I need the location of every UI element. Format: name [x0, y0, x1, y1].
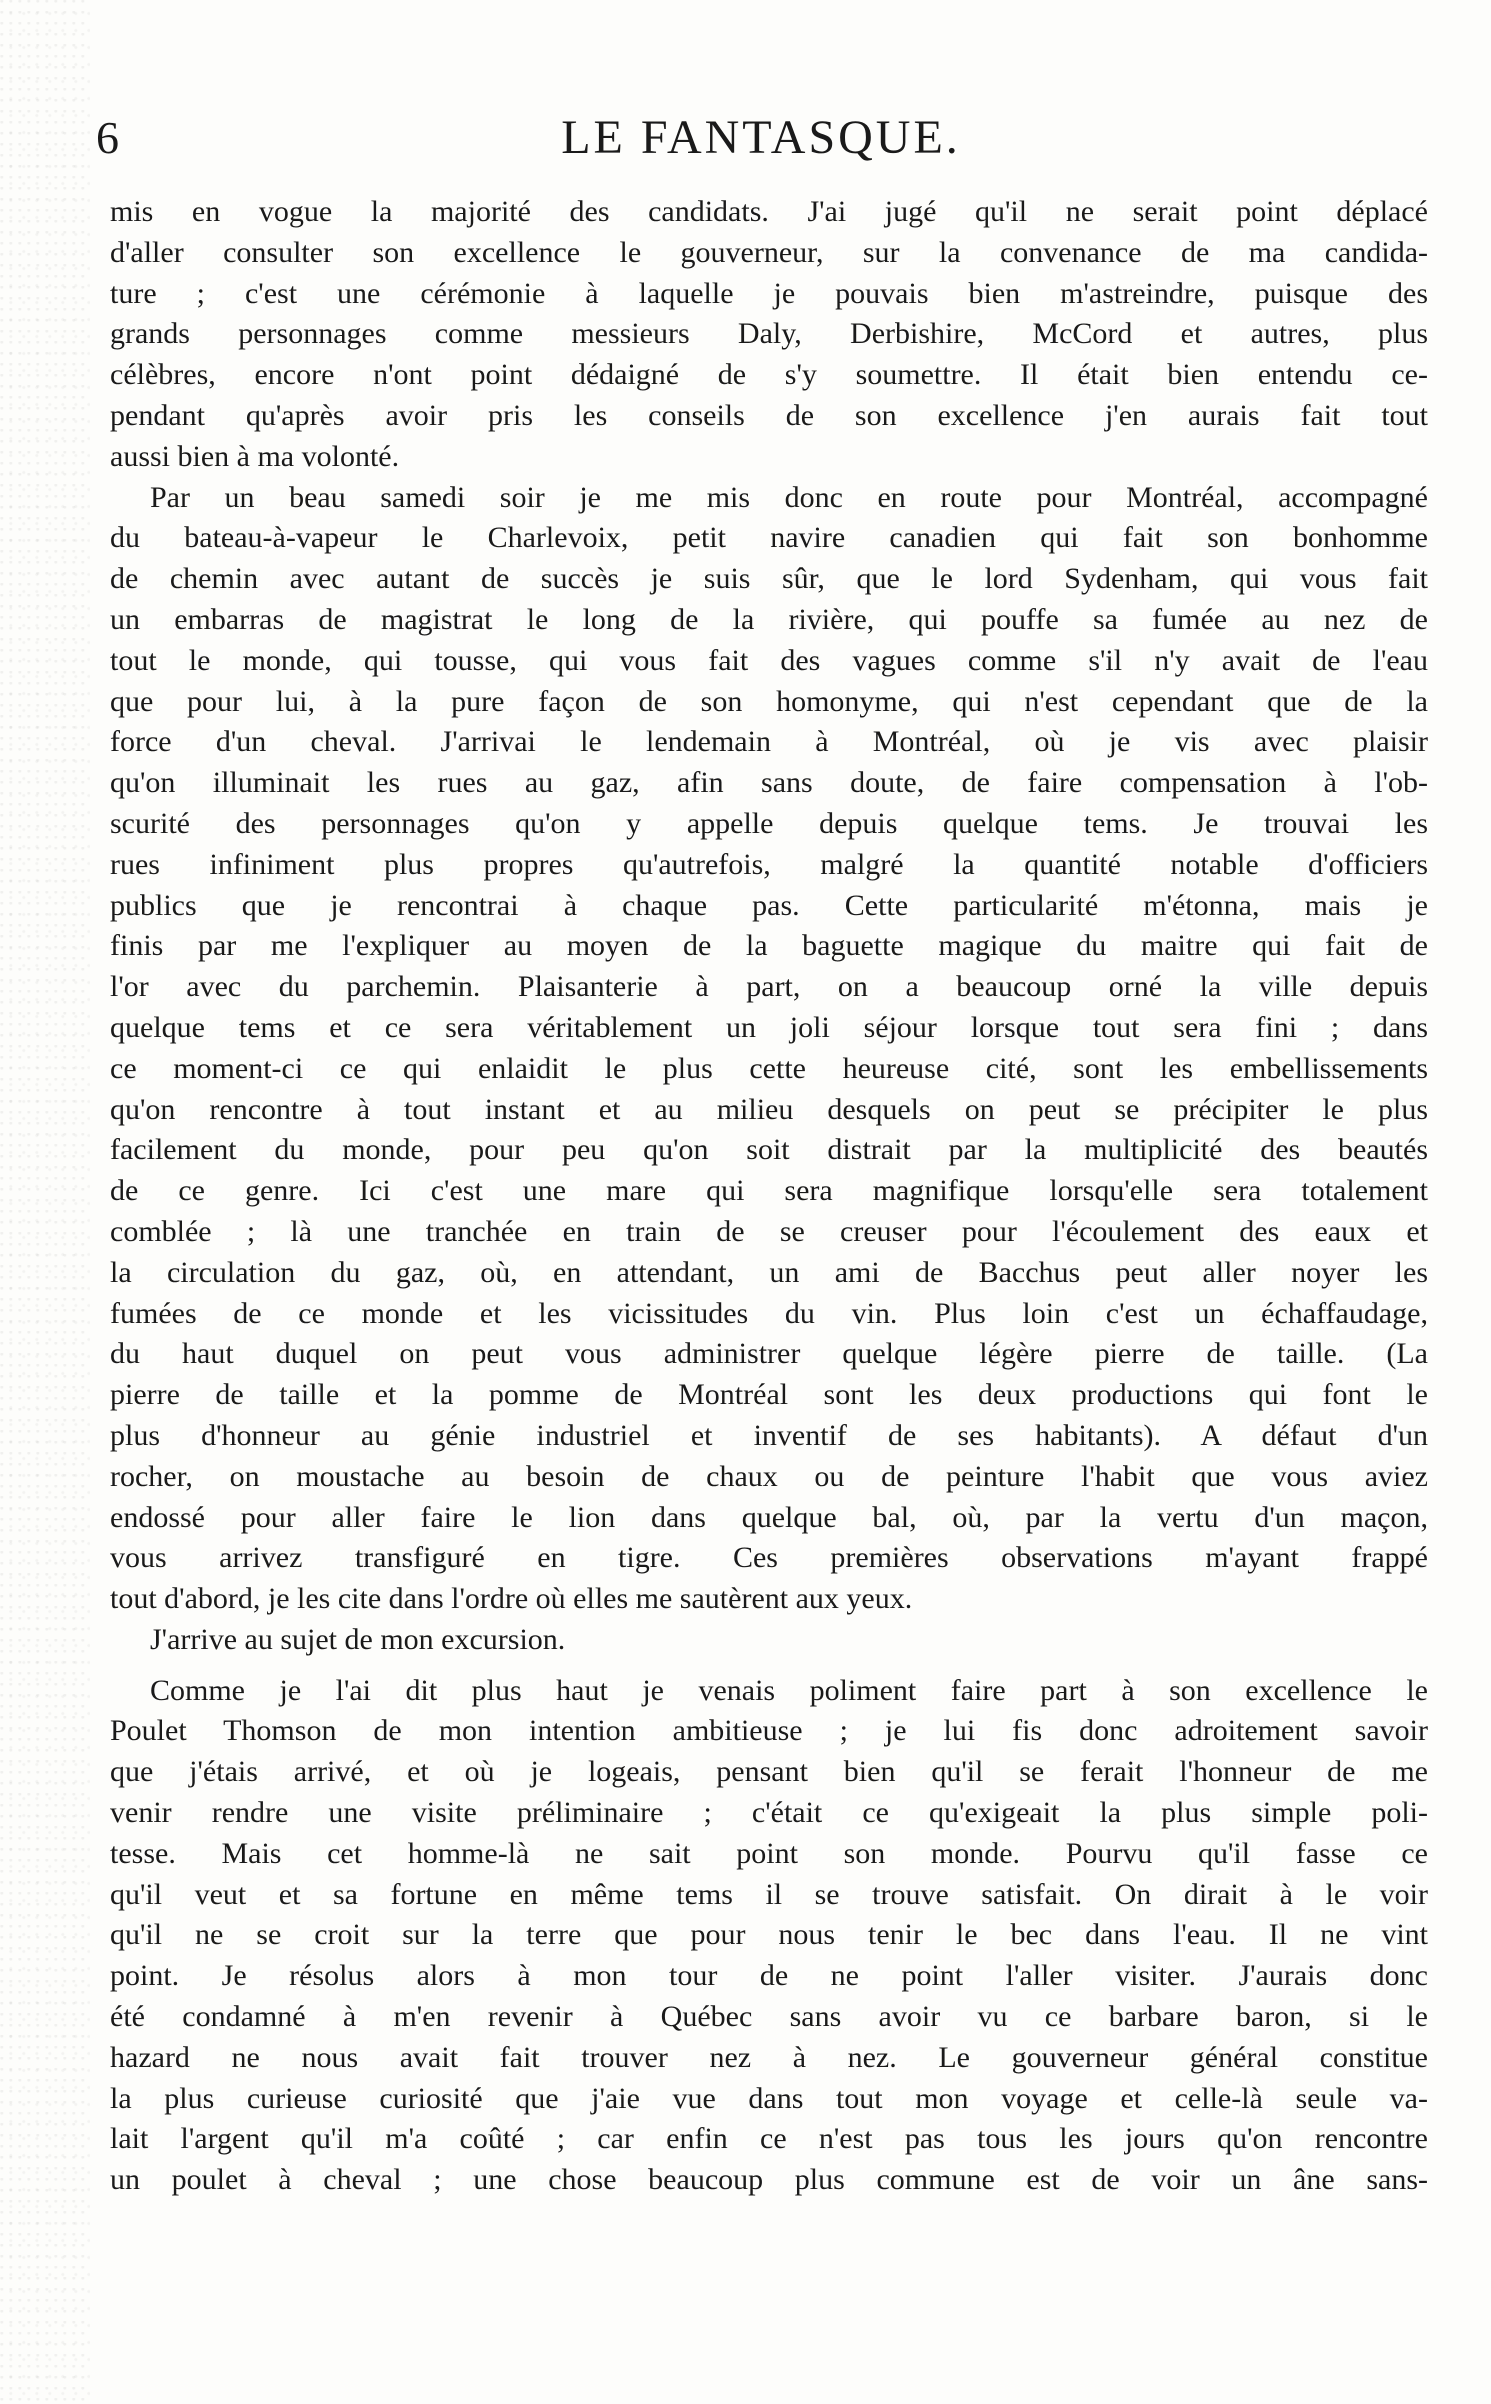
text-line: de ce genre. Ici c'est une mare qui sera magnifique lorsqu'elle sera totalement	[110, 1174, 1428, 1208]
text-line: de chemin avec autant de succès je suis sûr, que le lord Sydenham, qui vous fait	[110, 562, 1428, 596]
text-line: facilement du monde, pour peu qu'on soit distrait par la multiplicité des beautés	[110, 1133, 1428, 1167]
page-header	[96, 110, 1426, 166]
text-line: rocher, on moustache au besoin de chaux ou de peinture l'habit que vous aviez	[110, 1459, 1428, 1493]
text-line: tout d'abord, je les cite dans l'ordre où elles me sautèrent aux yeux.	[110, 1582, 913, 1616]
text-line: quelque tems et ce sera véritablement un joli séjour lorsque tout sera fini ; dans	[110, 1010, 1428, 1044]
text-line: Comme je l'ai dit plus haut je venais poliment faire part à son excellence le	[150, 1673, 1428, 1707]
text-line: qu'il ne se croit sur la terre que pour nous tenir le bec dans l'eau. Il ne vint	[110, 1918, 1428, 1952]
text-line: Poulet Thomson de mon intention ambitieuse ; je lui fis donc adroitement savoir	[110, 1714, 1428, 1748]
text-line: du bateau-à-vapeur le Charlevoix, petit navire canadien qui fait son bonhomme	[110, 521, 1428, 555]
text-line: pierre de taille et la pomme de Montréal sont les deux productions qui font le	[110, 1378, 1428, 1412]
text-line: grands personnages comme messieurs Daly, Derbishire, McCord et autres, plus	[110, 317, 1428, 351]
text-line: point. Je résolus alors à mon tour de ne point l'aller visiter. J'aurais donc	[110, 1959, 1428, 1993]
text-line: J'arrive au sujet de mon excursion.	[150, 1622, 566, 1656]
body-text	[110, 192, 1428, 2201]
text-line: hazard ne nous avait fait trouver nez à nez. Le gouverneur général constitue	[110, 2040, 1428, 2074]
text-line: lait l'argent qu'il m'a coûté ; car enfin ce n'est pas tous les jours qu'on rencontre	[110, 2122, 1428, 2156]
text-line: pendant qu'après avoir pris les conseils de son excellence j'en aurais fait tout	[110, 398, 1428, 432]
text-line: comblée ; là une tranchée en train de se creuser pour l'écoulement des eaux et	[110, 1214, 1428, 1248]
text-line: aussi bien à ma volonté.	[110, 439, 400, 473]
text-line: finis par me l'expliquer au moyen de la baguette magique du maitre qui fait de	[110, 929, 1428, 963]
text-line: fumées de ce monde et les vicissitudes du vin. Plus loin c'est un échaffaudage,	[110, 1296, 1428, 1330]
text-line: tout le monde, qui tousse, qui vous fait des vagues comme s'il n'y avait de l'eau	[110, 643, 1428, 677]
text-line: endossé pour aller faire le lion dans quelque bal, où, par la vertu d'un maçon,	[110, 1500, 1428, 1534]
text-line: que pour lui, à la pure façon de son homonyme, qui n'est cependant que de la	[110, 684, 1428, 718]
text-line: rues infiniment plus propres qu'autrefois, malgré la quantité notable d'officiers	[110, 847, 1428, 881]
text-line: d'aller consulter son excellence le gouverneur, sur la convenance de ma candida-	[110, 235, 1428, 269]
text-line: du haut duquel on peut vous administrer quelque légère pierre de taille. (La	[110, 1337, 1428, 1371]
page-number: 6	[96, 112, 119, 163]
text-line: un poulet à cheval ; une chose beaucoup plus commune est de voir un âne sans-	[110, 2163, 1428, 2197]
text-line: qu'il veut et sa fortune en même tems il se trouve satisfait. On dirait à le voir	[110, 1877, 1428, 1911]
text-line: que j'étais arrivé, et où je logeais, pensant bien qu'il se ferait l'honneur de me	[110, 1755, 1428, 1789]
text-line: mis en vogue la majorité des candidats. J'ai jugé qu'il ne serait point déplacé	[110, 195, 1428, 228]
text-line: la circulation du gaz, où, en attendant, un ami de Bacchus peut aller noyer les	[110, 1255, 1428, 1289]
text-line: ce moment-ci ce qui enlaidit le plus cette heureuse cité, sont les embellissements	[110, 1051, 1428, 1085]
text-line: tesse. Mais cet homme-là ne sait point son monde. Pourvu qu'il fasse ce	[110, 1836, 1428, 1870]
text-line: qu'on rencontre à tout instant et au milieu desquels on peut se précipiter le plus	[110, 1092, 1428, 1126]
text-line: scurité des personnages qu'on y appelle depuis quelque tems. Je trouvai les	[110, 806, 1428, 840]
text-line: qu'on illuminait les rues au gaz, afin sans doute, de faire compensation à l'ob-	[110, 766, 1428, 800]
text-line: la plus curieuse curiosité que j'aie vue dans tout mon voyage et celle-là seule va-	[110, 2081, 1428, 2115]
text-line: vous arrivez transfiguré en tigre. Ces premières observations m'ayant frappé	[110, 1541, 1428, 1575]
text-line: force d'un cheval. J'arrivai le lendemain à Montréal, où je vis avec plaisir	[110, 725, 1428, 759]
text-line: venir rendre une visite préliminaire ; c'était ce qu'exigeait la plus simple poli-	[110, 1796, 1428, 1830]
text-line: Par un beau samedi soir je me mis donc en route pour Montréal, accompagné	[150, 480, 1428, 514]
page-edge-speckle	[0, 0, 90, 2404]
text-line: plus d'honneur au génie industriel et inventif de ses habitants). A défaut d'un	[110, 1418, 1428, 1452]
text-line: été condamné à m'en revenir à Québec sans avoir vu ce barbare baron, si le	[110, 2000, 1428, 2034]
text-line: l'or avec du parchemin. Plaisanterie à part, on a beaucoup orné la ville depuis	[110, 970, 1428, 1004]
text-line: un embarras de magistrat le long de la rivière, qui pouffe sa fumée au nez de	[110, 602, 1428, 636]
text-line: publics que je rencontrai à chaque pas. Cette particularité m'étonna, mais je	[110, 888, 1428, 922]
text-line: ture ; c'est une cérémonie à laquelle je pouvais bien m'astreindre, puisque des	[110, 276, 1428, 310]
text-line: célèbres, encore n'ont point dédaigné de s'y soumettre. Il était bien entendu ce-	[110, 358, 1428, 392]
running-title: LE FANTASQUE.	[561, 111, 961, 164]
